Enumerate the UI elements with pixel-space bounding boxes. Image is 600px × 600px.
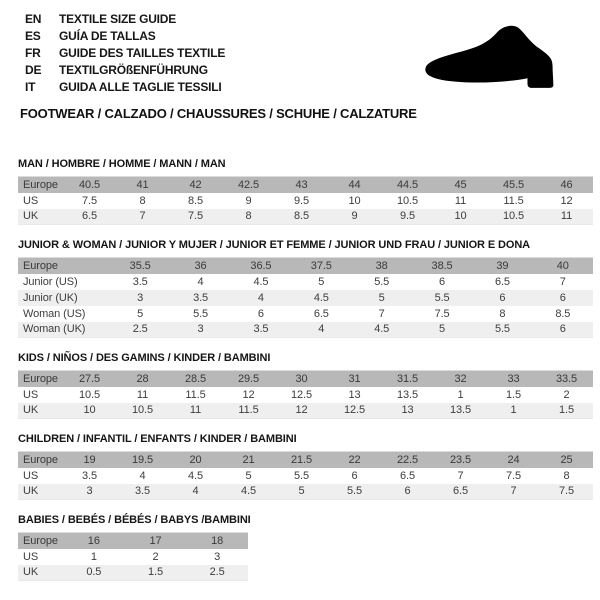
size-cell: 6.5 bbox=[400, 469, 415, 482]
size-cell: 1.5 bbox=[559, 404, 574, 417]
size-cell: 13.5 bbox=[396, 388, 418, 401]
size-cell: 5 bbox=[137, 307, 144, 320]
size-cell: 10 bbox=[454, 210, 467, 223]
size-cell: 19.5 bbox=[131, 453, 153, 466]
row-label: Europe bbox=[23, 259, 58, 272]
language-code: IT bbox=[25, 79, 36, 94]
size-row bbox=[18, 290, 593, 306]
size-cell: 5.5 bbox=[193, 307, 209, 320]
size-cell: 16 bbox=[87, 534, 100, 547]
size-cell: 4 bbox=[318, 323, 325, 336]
category-title: FOOTWEAR / CALZADO / CHAUSSURES / SCHUHE / CALZATURE bbox=[20, 106, 417, 121]
size-row bbox=[18, 193, 593, 209]
size-table-junior-woman bbox=[18, 257, 593, 338]
size-cell: 5 bbox=[439, 323, 446, 336]
size-cell: 10.5 bbox=[78, 388, 100, 401]
language-label: TEXTILGRÖßENFÜHRUNG bbox=[59, 62, 208, 77]
size-cell: 11.5 bbox=[185, 388, 206, 401]
size-cell: 19 bbox=[83, 453, 96, 466]
size-cell: 5 bbox=[298, 485, 305, 498]
row-label: Europe bbox=[23, 453, 58, 466]
size-cell: 8 bbox=[139, 194, 146, 207]
size-cell: 36 bbox=[194, 259, 207, 272]
section-title-junior-woman: JUNIOR & WOMAN / JUNIOR Y MUJER / JUNIOR ET FEMME / JUNIOR UND FRAU / JUNIOR E DONA bbox=[18, 239, 531, 251]
size-row bbox=[18, 274, 593, 290]
row-label: Europe bbox=[23, 534, 58, 547]
language-code: FR bbox=[25, 45, 41, 60]
size-cell: 36.5 bbox=[250, 259, 272, 272]
size-cell: 6 bbox=[559, 323, 566, 336]
language-label: GUIDE DES TAILLES TEXTILE bbox=[59, 45, 226, 60]
size-cell: 30 bbox=[295, 372, 308, 385]
size-cell: 6 bbox=[439, 275, 446, 288]
size-row bbox=[18, 565, 248, 581]
size-cell: 46 bbox=[560, 178, 573, 191]
size-cell: 3.5 bbox=[135, 485, 150, 498]
size-cell: 3 bbox=[86, 485, 93, 498]
size-cell: 3.5 bbox=[132, 275, 148, 288]
size-cell: 28.5 bbox=[184, 372, 206, 385]
size-cell: 3 bbox=[137, 291, 144, 304]
size-row bbox=[18, 209, 593, 225]
size-cell: 1 bbox=[457, 388, 464, 401]
size-cell: 11.5 bbox=[238, 404, 259, 417]
size-cell: 1 bbox=[90, 550, 97, 563]
size-cell: 11 bbox=[454, 194, 467, 207]
size-cell: 5.5 bbox=[374, 275, 390, 288]
size-table-man bbox=[18, 176, 593, 225]
row-label: UK bbox=[23, 566, 39, 579]
size-cell: 45.5 bbox=[502, 178, 524, 191]
size-cell: 5 bbox=[318, 275, 325, 288]
size-cell: 6 bbox=[499, 291, 506, 304]
size-row bbox=[18, 549, 248, 565]
language-label: GUÍA DE TALLAS bbox=[59, 28, 156, 43]
row-label: Europe bbox=[23, 178, 58, 191]
row-label: Junior (UK) bbox=[23, 291, 78, 304]
size-cell: 6 bbox=[404, 485, 411, 498]
size-cell: 21.5 bbox=[290, 453, 312, 466]
size-cell: 7 bbox=[559, 275, 566, 288]
size-row-europe bbox=[18, 533, 248, 549]
size-cell: 9 bbox=[245, 194, 252, 207]
size-cell: 9.5 bbox=[400, 210, 415, 223]
size-cell: 7.5 bbox=[188, 210, 203, 223]
language-item-it bbox=[25, 78, 225, 95]
size-cell: 6.5 bbox=[494, 275, 510, 288]
size-cell: 8 bbox=[499, 307, 506, 320]
row-label: Junior (US) bbox=[23, 275, 78, 288]
size-cell: 7 bbox=[510, 485, 517, 498]
size-cell: 10.5 bbox=[396, 194, 418, 207]
size-row-europe bbox=[18, 258, 593, 274]
size-cell: 4.5 bbox=[241, 485, 256, 498]
size-table-babies bbox=[18, 532, 593, 581]
size-cell: 5 bbox=[378, 291, 385, 304]
size-cell: 35.5 bbox=[129, 259, 151, 272]
size-cell: 3.5 bbox=[253, 323, 269, 336]
size-cell: 5.5 bbox=[434, 291, 450, 304]
language-label: GUIDA ALLE TAGLIE TESSILI bbox=[59, 79, 222, 94]
size-cell: 28 bbox=[136, 372, 149, 385]
size-cell: 6 bbox=[257, 307, 264, 320]
size-cell: 7.5 bbox=[559, 485, 574, 498]
size-cell: 12 bbox=[295, 404, 308, 417]
row-label: Europe bbox=[23, 372, 58, 385]
size-cell: 10.5 bbox=[502, 210, 524, 223]
size-cell: 7.5 bbox=[434, 307, 450, 320]
size-cell: 8.5 bbox=[555, 307, 571, 320]
size-row bbox=[18, 484, 593, 500]
size-cell: 4 bbox=[197, 275, 204, 288]
row-label: US bbox=[23, 388, 39, 401]
section-title-man: MAN / HOMBRE / HOMME / MANN / MAN bbox=[18, 158, 226, 170]
dress-shoe-icon bbox=[393, 22, 585, 96]
size-cell: 6.5 bbox=[82, 210, 97, 223]
size-cell: 12.5 bbox=[343, 404, 365, 417]
size-cell: 2.5 bbox=[132, 323, 148, 336]
size-cell: 25 bbox=[560, 453, 573, 466]
size-cell: 45 bbox=[454, 178, 467, 191]
size-cell: 22.5 bbox=[396, 453, 418, 466]
size-cell: 21 bbox=[242, 453, 255, 466]
size-cell: 44.5 bbox=[396, 178, 418, 191]
size-row bbox=[18, 322, 593, 338]
size-cell: 4 bbox=[257, 291, 264, 304]
size-cell: 38.5 bbox=[431, 259, 453, 272]
language-list bbox=[25, 10, 225, 95]
size-cell: 43 bbox=[295, 178, 308, 191]
size-cell: 1.5 bbox=[147, 566, 163, 579]
size-table-children bbox=[18, 451, 593, 500]
row-label: UK bbox=[23, 210, 39, 223]
size-cell: 33 bbox=[507, 372, 520, 385]
language-label: TEXTILE SIZE GUIDE bbox=[59, 11, 177, 26]
size-cell: 12.5 bbox=[290, 388, 312, 401]
size-cell: 0.5 bbox=[86, 566, 102, 579]
size-cell: 9 bbox=[351, 210, 358, 223]
size-cell: 4.5 bbox=[313, 291, 329, 304]
size-cell: 12 bbox=[560, 194, 573, 207]
section-title-babies: BABIES / BEBÉS / BÉBÉS / BABYS /BAMBINI bbox=[18, 514, 251, 526]
size-cell: 3.5 bbox=[82, 469, 97, 482]
size-cell: 3 bbox=[214, 550, 221, 563]
size-cell: 42 bbox=[189, 178, 202, 191]
language-item-en bbox=[25, 10, 225, 27]
size-row bbox=[18, 306, 593, 322]
size-cell: 8 bbox=[563, 469, 570, 482]
size-cell: 11.5 bbox=[503, 194, 524, 207]
size-cell: 31 bbox=[348, 372, 361, 385]
size-cell: 10.5 bbox=[131, 404, 153, 417]
size-cell: 22 bbox=[348, 453, 361, 466]
section-title-children: CHILDREN / INFANTIL / ENFANTS / KINDER / BAMBINI bbox=[18, 433, 297, 445]
size-cell: 2.5 bbox=[209, 566, 225, 579]
size-cell: 5.5 bbox=[494, 323, 510, 336]
size-cell: 23.5 bbox=[449, 453, 471, 466]
section-title-kids: KIDS / NIÑOS / DES GAMINS / KINDER / BAMBINI bbox=[18, 352, 271, 364]
size-cell: 7 bbox=[139, 210, 146, 223]
language-code: DE bbox=[25, 62, 42, 77]
size-cell: 29.5 bbox=[237, 372, 259, 385]
size-cell: 5.5 bbox=[347, 485, 362, 498]
size-cell: 11 bbox=[560, 210, 573, 223]
size-cell: 13.5 bbox=[449, 404, 471, 417]
language-item-fr bbox=[25, 44, 225, 61]
language-code: EN bbox=[25, 11, 42, 26]
size-cell: 3 bbox=[197, 323, 204, 336]
size-cell: 13 bbox=[401, 404, 414, 417]
size-cell: 27.5 bbox=[78, 372, 100, 385]
size-row bbox=[18, 387, 593, 403]
size-cell: 33.5 bbox=[555, 372, 577, 385]
size-cell: 7 bbox=[378, 307, 385, 320]
size-cell: 7 bbox=[457, 469, 464, 482]
row-label: US bbox=[23, 194, 39, 207]
size-cell: 42.5 bbox=[237, 178, 259, 191]
size-cell: 4 bbox=[139, 469, 146, 482]
size-row-europe bbox=[18, 177, 593, 193]
size-cell: 11 bbox=[136, 388, 149, 401]
size-cell: 37.5 bbox=[310, 259, 332, 272]
size-row-europe bbox=[18, 371, 593, 387]
size-cell: 7.5 bbox=[82, 194, 97, 207]
size-row bbox=[18, 468, 593, 484]
row-label: US bbox=[23, 469, 39, 482]
size-cell: 6.5 bbox=[313, 307, 329, 320]
size-cell: 10 bbox=[348, 194, 361, 207]
size-cell: 3.5 bbox=[193, 291, 209, 304]
size-cell: 4.5 bbox=[374, 323, 390, 336]
size-cell: 32 bbox=[454, 372, 467, 385]
size-cell: 13 bbox=[348, 388, 361, 401]
size-cell: 1 bbox=[510, 404, 517, 417]
row-label: UK bbox=[23, 404, 39, 417]
size-cell: 2 bbox=[563, 388, 570, 401]
size-cell: 7.5 bbox=[506, 469, 521, 482]
size-cell: 5.5 bbox=[294, 469, 309, 482]
size-cell: 6 bbox=[559, 291, 566, 304]
language-item-es bbox=[25, 27, 225, 44]
size-cell: 5 bbox=[245, 469, 252, 482]
size-row bbox=[18, 403, 593, 419]
size-tables bbox=[18, 158, 593, 581]
size-cell: 4.5 bbox=[188, 469, 203, 482]
size-table-kids bbox=[18, 370, 593, 419]
size-cell: 41 bbox=[136, 178, 149, 191]
language-item-de bbox=[25, 61, 225, 78]
size-cell: 1.5 bbox=[506, 388, 521, 401]
size-cell: 38 bbox=[375, 259, 388, 272]
size-cell: 8.5 bbox=[188, 194, 203, 207]
language-code: ES bbox=[25, 28, 41, 43]
row-label: Woman (US) bbox=[23, 307, 86, 320]
size-cell: 11 bbox=[189, 404, 202, 417]
size-cell: 17 bbox=[149, 534, 162, 547]
size-cell: 8 bbox=[245, 210, 252, 223]
size-cell: 44 bbox=[348, 178, 361, 191]
size-cell: 18 bbox=[211, 534, 224, 547]
size-cell: 2 bbox=[152, 550, 159, 563]
size-cell: 6.5 bbox=[453, 485, 468, 498]
size-cell: 10 bbox=[83, 404, 96, 417]
row-label: Woman (UK) bbox=[23, 323, 86, 336]
size-cell: 20 bbox=[189, 453, 202, 466]
size-cell: 4.5 bbox=[253, 275, 269, 288]
size-cell: 39 bbox=[496, 259, 509, 272]
size-cell: 40.5 bbox=[78, 178, 100, 191]
size-cell: 9.5 bbox=[294, 194, 309, 207]
row-label: US bbox=[23, 550, 39, 563]
size-cell: 4 bbox=[192, 485, 199, 498]
size-row-europe bbox=[18, 452, 593, 468]
size-cell: 31.5 bbox=[396, 372, 418, 385]
size-cell: 8.5 bbox=[294, 210, 309, 223]
size-cell: 24 bbox=[507, 453, 520, 466]
size-cell: 40 bbox=[556, 259, 569, 272]
row-label: UK bbox=[23, 485, 39, 498]
size-cell: 6 bbox=[351, 469, 358, 482]
size-cell: 12 bbox=[242, 388, 255, 401]
